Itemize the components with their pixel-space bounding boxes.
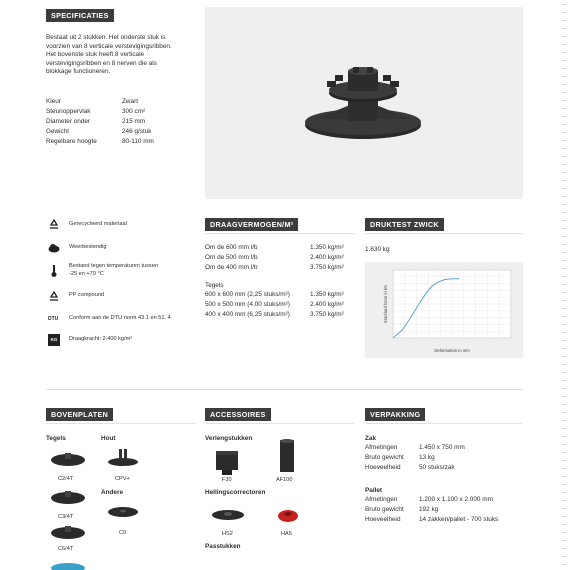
load-heading: DRAAGVERMOGEN/M²: [205, 218, 298, 231]
recycle-icon: [48, 290, 60, 302]
spec-value: 300 cm²: [122, 108, 146, 115]
product-caption: AF100: [276, 477, 293, 483]
verpakking-heading: VERPAKKING: [365, 408, 425, 421]
extension-af100-image: [276, 438, 298, 474]
load-label: Om de 400 mm l/b: [205, 264, 258, 271]
plate-extra-image: [50, 560, 86, 570]
ruler-tick: [562, 164, 567, 165]
zwick-value: 1.630 kg: [365, 246, 390, 253]
product-caption: C2/4T: [58, 476, 74, 482]
feature-text: Bestand tegen temperaturen tussen: [69, 263, 158, 269]
ruler-tick: [562, 148, 567, 149]
plate-c0-image: [106, 505, 140, 519]
pack-label: Bruto gewicht: [365, 505, 404, 513]
pack-value: 1.450 x 750 mm: [419, 443, 465, 451]
specs-desc-line: verstevigingsribben en 8 nerven die als: [46, 59, 157, 67]
specs-desc-line: voorzien van 8 verticale verstevigingsribben.: [46, 42, 172, 50]
ruler-tick: [562, 100, 567, 101]
verlengstukken-label: Verlengstukken: [205, 435, 253, 442]
ruler-tick: [562, 228, 567, 229]
spec-label: Diameter onder: [46, 118, 91, 125]
ruler-tick: [562, 204, 567, 205]
ruler-tick: [562, 348, 567, 349]
plate-c2-4t-image: [50, 452, 86, 468]
ruler-tick: [562, 236, 567, 237]
spec-value: 80-110 mm: [122, 138, 154, 145]
ruler-tick: [562, 508, 567, 509]
accessoires-heading: ACCESSOIRES: [205, 408, 271, 421]
feature-text: Gerecycleerd materiaal: [69, 221, 127, 227]
ruler-tick: [562, 492, 567, 493]
bag-title: Zak: [365, 435, 377, 442]
ruler-tick: [562, 172, 567, 173]
pack-value: 192 kg: [419, 505, 439, 513]
ruler-tick: [562, 244, 567, 245]
thermometer-icon: [48, 264, 60, 276]
bovenplaten-heading: BOVENPLATEN: [46, 408, 113, 421]
ruler-tick: [562, 364, 567, 365]
ruler-tick: [562, 300, 567, 301]
product-caption: HS2: [222, 531, 233, 537]
features-list: [48, 218, 203, 348]
ruler-tick: [562, 20, 567, 21]
zwick-chart-panel: [365, 262, 523, 358]
page-ruler: [556, 0, 570, 570]
feature-text: Conform aan de DTU norm 43.1 en 51. 4: [69, 315, 171, 321]
ruler-tick: [562, 220, 567, 221]
load-value: 3.750 kg/m²: [310, 264, 344, 271]
dtu-icon: DTU: [48, 316, 59, 322]
slope-corrector-hs2-image: [211, 508, 245, 522]
ruler-tick: [562, 308, 567, 309]
force-deformation-chart: [365, 262, 523, 358]
ruler-tick: [562, 500, 567, 501]
ruler-tick: [562, 524, 567, 525]
product-caption: HA5: [281, 531, 292, 537]
x-axis-label: Deformation in mm: [434, 348, 470, 353]
load-label: 500 x 500 mm (4,00 stuks/m²): [205, 300, 290, 308]
ruler-tick: [562, 292, 567, 293]
weight-icon: KG: [48, 334, 60, 346]
ruler-tick: [562, 444, 567, 445]
ruler-tick: [562, 540, 567, 541]
pack-label: Hoeveelheid: [365, 515, 401, 523]
ruler-tick: [562, 460, 567, 461]
product-caption: C6/4T: [58, 546, 74, 552]
specs-desc-line: Het bovenste stuk heeft 8 verticale: [46, 51, 145, 59]
spec-label: Regelbare hoogte: [46, 138, 97, 145]
ruler-tick: [562, 28, 567, 29]
product-image-panel: [205, 7, 523, 199]
load-table: [205, 244, 355, 321]
y-axis-label: Standard force in kN: [383, 284, 388, 324]
specs-desc-line: Bestaat uit 2 stukken. Het onderste stuk is: [46, 34, 166, 41]
ruler-tick: [562, 468, 567, 469]
hout-label: Hout: [101, 435, 116, 442]
pack-value: 50 stuks/zak: [419, 463, 455, 471]
ruler-tick: [562, 372, 567, 373]
load-label: Om de 500 mm l/b: [205, 254, 258, 261]
specs-desc-line: blokkage functioneren.: [46, 68, 111, 76]
divider: [365, 423, 523, 424]
spec-label: Steunoppervlak: [46, 108, 91, 115]
ruler-tick: [562, 92, 567, 93]
load-value: 3.750 kg/m²: [310, 310, 344, 318]
feature-text: Draagkracht: 2.400 kg/m²: [69, 336, 133, 342]
ruler-tick: [562, 84, 567, 85]
divider: [365, 233, 523, 234]
cloud-icon: [48, 241, 60, 253]
load-label: Om de 600 mm l/b: [205, 244, 258, 251]
ruler-tick: [562, 212, 567, 213]
spec-value: 215 mm: [122, 118, 146, 125]
ruler-tick: [562, 156, 567, 157]
ruler-tick: [562, 180, 567, 181]
ruler-tick: [562, 420, 567, 421]
product-caption: C3/4T: [58, 514, 74, 520]
pack-label: Hoeveelheid: [365, 463, 401, 471]
spec-label: Gewicht: [46, 128, 70, 135]
ruler-tick: [562, 340, 567, 341]
pack-value: 1.200 x 1.100 x 2.000 mm: [419, 495, 493, 503]
load-value: 1.350 kg/m²: [310, 290, 344, 298]
packaging-pallet: [365, 487, 535, 526]
ruler-tick: [562, 316, 567, 317]
zwick-heading: DRUKTEST ZWICK: [365, 218, 444, 231]
ruler-tick: [562, 188, 567, 189]
ruler-tick: [562, 556, 567, 557]
ruler-tick: [562, 516, 567, 517]
ruler-tick: [562, 388, 567, 389]
pack-label: Afmetingen: [365, 495, 398, 503]
slope-corrector-ha5-image: [276, 506, 300, 524]
ruler-tick: [562, 124, 567, 125]
packaging-bag: [365, 435, 525, 474]
ruler-tick: [562, 436, 567, 437]
ruler-tick: [562, 4, 567, 5]
andere-label: Andere: [101, 489, 124, 496]
load-label: 400 x 400 mm (6,25 stuks/m²): [205, 310, 290, 318]
ruler-tick: [562, 396, 567, 397]
ruler-tick: [562, 12, 567, 13]
spec-label: Kleur: [46, 98, 61, 105]
ruler-tick: [562, 484, 567, 485]
ruler-tick: [562, 412, 567, 413]
pack-value: 13 kg: [419, 453, 435, 461]
feature-text: PP compound: [69, 292, 105, 298]
feature-text: Weerbestendig: [69, 244, 107, 250]
ruler-tick: [562, 564, 567, 565]
ruler-tick: [562, 196, 567, 197]
ruler-tick: [562, 116, 567, 117]
divider: [205, 423, 355, 424]
ruler-tick: [562, 60, 567, 61]
ruler-tick: [562, 76, 567, 77]
pallet-title: Pallet: [365, 487, 383, 494]
specs-table: [46, 98, 196, 148]
load-value: 1.350 kg/m²: [310, 244, 344, 251]
product-caption: F30: [222, 477, 232, 483]
ruler-tick: [562, 452, 567, 453]
load-value: 2.400 kg/m²: [310, 254, 344, 261]
load-label: 600 x 600 mm (2,25 stuks/m²): [205, 290, 290, 298]
ruler-tick: [562, 252, 567, 253]
spec-value: 246 g/stuk: [122, 128, 152, 135]
product-caption: C0: [119, 530, 127, 536]
plate-c6-4t-image: [50, 525, 86, 541]
plate-cpv-image: [106, 446, 140, 468]
pedestal-image: [205, 7, 523, 199]
ruler-tick: [562, 268, 567, 269]
ruler-tick: [562, 284, 567, 285]
ruler-tick: [562, 476, 567, 477]
ruler-tick: [562, 548, 567, 549]
ruler-tick: [562, 260, 567, 261]
ruler-tick: [562, 52, 567, 53]
ruler-tick: [562, 44, 567, 45]
feature-text: -25 en +70 °C: [69, 271, 104, 277]
spec-value: Zwart: [122, 98, 138, 105]
divider: [46, 423, 196, 424]
ruler-tick: [562, 36, 567, 37]
specs-heading: SPECIFICATIES: [46, 9, 114, 22]
ruler-tick: [562, 428, 567, 429]
divider: [46, 389, 523, 390]
pack-label: Afmetingen: [365, 443, 398, 451]
load-value: 2.400 kg/m²: [310, 300, 344, 308]
passtukken-label: Passtukken: [205, 543, 241, 550]
divider: [205, 233, 355, 234]
product-caption: CPV+: [115, 476, 130, 482]
tegels-label: Tegels: [46, 435, 66, 442]
ruler-tick: [562, 532, 567, 533]
ruler-tick: [562, 356, 567, 357]
hellingscorrectoren-label: Hellingscorrectoren: [205, 489, 266, 496]
ruler-tick: [562, 324, 567, 325]
ruler-tick: [562, 132, 567, 133]
specs-description: [46, 34, 172, 77]
ruler-tick: [562, 140, 567, 141]
ruler-tick: [562, 332, 567, 333]
ruler-tick: [562, 404, 567, 405]
extension-f30-image: [213, 450, 241, 476]
ruler-tick: [562, 108, 567, 109]
pack-label: Bruto gewicht: [365, 453, 404, 461]
ruler-tick: [562, 380, 567, 381]
ruler-tick: [562, 68, 567, 69]
ruler-tick: [562, 276, 567, 277]
tiles-title: Tegels: [205, 282, 224, 289]
pack-value: 14 zakken/pallet - 700 stuks: [419, 515, 499, 523]
plate-c3-4t-image: [50, 490, 86, 506]
recycle-icon: [48, 218, 60, 230]
